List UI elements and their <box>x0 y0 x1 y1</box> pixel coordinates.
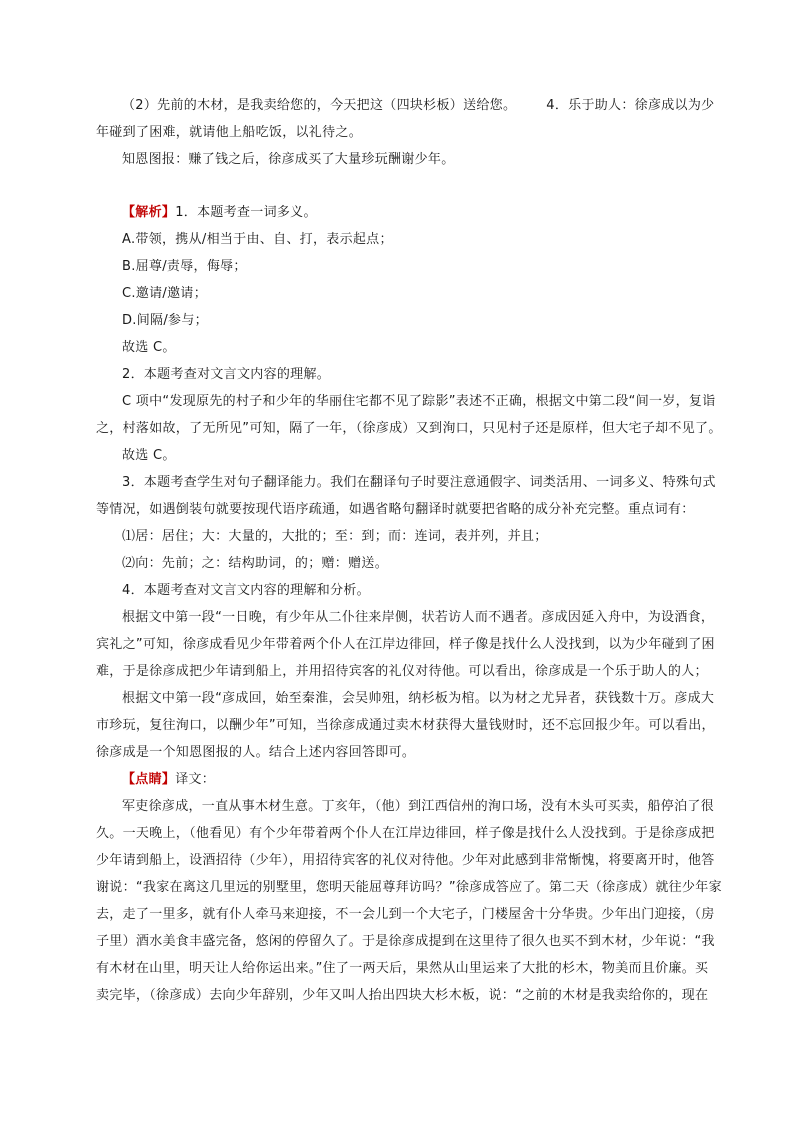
analysis-section <box>96 199 726 766</box>
translation-line: 谢说：“我家在离这几里远的别墅里，您明天能屈尊拜访吗？”徐彦成答应了。第二天（徐彦成）就往少年家 <box>96 880 722 895</box>
answer-line <box>96 92 726 119</box>
translation-section <box>96 766 726 1009</box>
question-2-line: 之，村落如故，了无所见”可知，隔了一年，（徐彦成）又到洵口，只见村子还是原样，但大宅子却不见了。 <box>96 421 722 436</box>
question-4-line: 根据文中第一段“一日晚，有少年从二仆往来岸侧，状若访人而不遇者。彦成因延入舟中，为设酒食， <box>122 610 715 625</box>
question-4-title: 4．本题考查对文言文内容的理解和分析。 <box>122 583 370 598</box>
analysis-tag: 【解析】 <box>122 205 176 220</box>
option-a: A.带领，携从/相当于由、自、打，表示起点； <box>122 232 393 247</box>
translation-line: 子里）酒水美食丰盛完备，悠闲的停留久了。于是徐彦成提到在这里待了很久也买不到木材，少年说：“我 <box>96 934 715 949</box>
analysis-intro: 1．本题考查一词多义。 <box>175 205 317 220</box>
question-3-line: ⑴居：居住；大：大量的，大批的；至：到；而：连词，表并列，并且； <box>122 529 548 544</box>
question-3-line: 等情况，如遇倒装句就要按现代语序疏通，如遇省略句翻译时就要把省略的成分补充完整。重点词有： <box>96 502 695 517</box>
question-4-line: 根据文中第一段“彦成回，始至秦淮，会吴帅殂，纳杉板为棺。以为材之尤异者，获钱数十万。彦成大 <box>122 691 715 706</box>
question-4-line: 难，于是徐彦成把少年请到船上，并用招待宾客的礼仪对待他。可以看出，徐彦成是一个乐于助人的人； <box>96 664 708 679</box>
question-2-title: 2．本题考查对文言文内容的理解。 <box>122 367 331 382</box>
answer-line: 知恩图报：赚了钱之后，徐彦成买了大量珍玩酬谢少年。 <box>122 152 455 167</box>
translation-line: 有木材在山里，明天让人给你运出来。”住了一两天后，果然从山里运来了大批的杉木，物美而且价廉。买 <box>96 961 709 976</box>
translation-line: 少年请到船上，设酒招待（少年），用招待宾客的礼仪对待他。少年对此感到非常惭愧，将要离开时，他答 <box>96 853 715 868</box>
translation-header <box>96 766 726 793</box>
answer-text: （2）先前的木材，是我卖给您的，今天把这（四块杉板）送给您。 <box>122 98 517 113</box>
question-2-line: C 项中“发现原先的村子和少年的华丽住宅都不见了踪影”表述不正确，根据文中第二段“间一岁，复诣 <box>122 394 716 409</box>
answer-line: 年碰到了困难，就请他上船吃饭，以礼待之。 <box>96 125 363 140</box>
question-4-line: 宾礼之”可知，徐彦成看见少年带着两个仆人在江岸边徘回，样子像是找什么人没找到，以为少年碰到了困 <box>96 637 715 652</box>
option-d: D.间隔/参与； <box>122 313 208 328</box>
translation-line: 久。一天晚上，（他看见）有个少年带着两个仆人在江岸边徘回，样子像是找什么人没找到。于是徐彦成把 <box>96 826 715 841</box>
answer-section <box>96 92 726 173</box>
choose-line: 故选 C。 <box>122 340 176 355</box>
answer-text: 4．乐于助人：徐彦成以为少 <box>546 98 715 113</box>
translation-line: 卖完毕，（徐彦成）去向少年辞别，少年又叫人抬出四块大杉木板，说：“之前的木材是我卖给你的，现在 <box>96 988 709 1003</box>
option-c: C.邀请/邀请； <box>122 286 207 301</box>
analysis-header <box>96 199 726 226</box>
translation-label: 译文： <box>175 772 216 787</box>
question-3-line: 3．本题考查学生对句子翻译能力。我们在翻译句子时要注意通假字、词类活用、一词多义、特殊句式 <box>122 475 716 490</box>
choose-line: 故选 C。 <box>122 448 176 463</box>
question-4-line: 徐彦成是一个知恩图报的人。结合上述内容回答即可。 <box>96 745 416 760</box>
translation-tag: 【点睛】 <box>122 772 176 787</box>
translation-line: 去，走了一里多，就有仆人牵马来迎接，不一会儿到一个大宅子，门楼屋舍十分华贵。少年出门迎接，（房 <box>96 907 715 922</box>
option-b: B.屈尊/责辱，侮辱； <box>122 259 247 274</box>
question-4-line: 市珍玩，复往洵口，以酬少年”可知，当徐彦成通过卖木材获得大量钱财时，还不忘回报少年。可以看出， <box>96 718 715 733</box>
translation-line: 军吏徐彦成，一直从事木材生意。丁亥年，（他）到江西信州的洵口场，没有木头可买卖，船停泊了很 <box>122 799 715 814</box>
question-3-line: ⑵向：先前；之：结构助词，的；赠：赠送。 <box>122 556 389 571</box>
